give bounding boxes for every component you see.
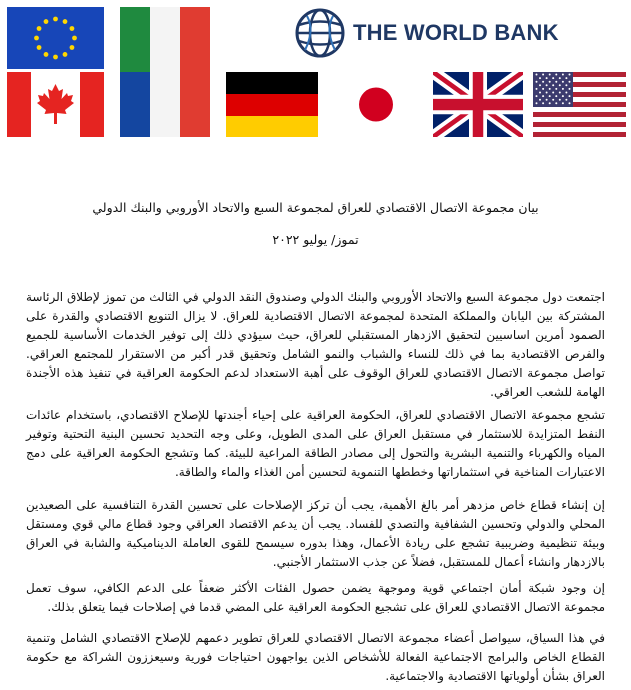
eu-star-icon: [70, 45, 75, 50]
us-star-icon: [569, 74, 571, 76]
us-star-icon: [565, 77, 567, 79]
usa-flag-graphic: [533, 72, 626, 137]
us-star-icon: [546, 92, 548, 94]
us-star-icon: [569, 81, 571, 83]
us-stripe: [533, 132, 626, 137]
us-star-icon: [555, 95, 557, 97]
us-star-icon: [549, 74, 551, 76]
eu-star-icon: [53, 55, 58, 60]
us-star-icon: [552, 92, 554, 94]
canada-flag-graphic: [7, 72, 104, 137]
world-bank-logo: [295, 7, 563, 59]
us-star-icon: [555, 102, 557, 104]
eu-star-icon: [37, 45, 42, 50]
us-star-icon: [555, 74, 557, 76]
document-date: تموز/ يوليو ٢٠٢٢: [272, 232, 359, 247]
eu-star-icon: [34, 36, 39, 41]
us-star-icon: [555, 88, 557, 90]
us-star-icon: [539, 77, 541, 79]
us-star-icon: [569, 95, 571, 97]
us-star-icon: [542, 81, 544, 83]
us-star-icon: [536, 88, 538, 90]
eu-star-icon: [70, 26, 75, 31]
us-star-icon: [536, 81, 538, 83]
paragraph-2: تشجع مجموعة الاتصال الاقتصادي للعراق، الحكومة العراقية على إحياء أجندتها للإصلاح الاقتصادي، باستخدام عائدات النفط المتزايدة للاستثمار في مستقبل العراق على المدى الطويل، وعلى وجه التحديد تحسين البنية التحتية وتوفير المياه والكهرباء والتنمية البشرية والتحول إلى مصادر الطاقة المراعية للبيئة. كما وتشجع الحكومة العراقية على دمج الاعتبارات المناخية في استثماراتها وخططها التنموية لتحسين أمن الغذاء والماء والطاقة.: [26, 408, 605, 479]
italy-flag: [120, 7, 210, 137]
us-star-icon: [549, 95, 551, 97]
us-stripe: [533, 122, 626, 127]
paragraph-3: إن إنشاء قطاع خاص مزدهر أمر بالغ الأهمية، يجب أن تركز الإصلاحات على تحسين القدرة التنافسية على الصعيدين المحلي والدولي وتحسين الشفافية والتصدي للفساد. يجب أن يدعم الاقتصاد العراقي وجود قطاع مالي قوي ومستقل وبيئة تنظيمية وضريبية تشجع على ريادة الأعمال، وهذا بدوره سيسمح للقوى العاملة الديناميكية والشابة في العراق بالازدهار وانشاء أعمال للمستقبل، فضلاً عن جذب الاستثمار الأجنبي.: [26, 498, 605, 569]
us-star-icon: [549, 88, 551, 90]
italy-flag-graphic: [120, 7, 210, 137]
us-star-icon: [569, 88, 571, 90]
us-star-icon: [542, 74, 544, 76]
us-star-icon: [539, 92, 541, 94]
us-star-icon: [559, 92, 561, 94]
us-star-icon: [552, 99, 554, 101]
eu-star-icon: [37, 26, 42, 31]
germany-flag: [226, 72, 318, 137]
usa-flag: [533, 72, 626, 137]
us-star-icon: [542, 95, 544, 97]
us-star-icon: [565, 84, 567, 86]
paragraph-5: في هذا السياق، سيواصل أعضاء مجموعة الاتصال الاقتصادي للعراق تطوير دعمهم للإصلاح الاقتصادي الشامل وتنمية القطاع الخاص والبرامج الاجتماعية الفعالة للأشخاص الذين يواجهون احتياجات فورية وسيعززون الشراكة مع حكومة العراق بشأن أولوياتها الاقتصادية والاجتماعية.: [26, 631, 605, 683]
japan-flag-graphic: [330, 72, 422, 137]
us-star-icon: [536, 74, 538, 76]
us-star-icon: [559, 84, 561, 86]
eu-star-icon: [63, 19, 68, 24]
us-star-icon: [552, 77, 554, 79]
document-title: بيان مجموعة الاتصال الاقتصادي للعراق لمجموعة السبع والاتحاد الأوروبي والبنك الدولي: [92, 200, 539, 215]
us-star-icon: [549, 81, 551, 83]
us-star-icon: [542, 102, 544, 104]
canada-flag: [7, 72, 104, 137]
eu-flag: [7, 7, 104, 69]
us-star-icon: [546, 84, 548, 86]
us-star-icon: [562, 95, 564, 97]
us-star-icon: [555, 81, 557, 83]
uk-flag: [433, 72, 523, 137]
eu-star-icon: [53, 17, 58, 22]
us-star-icon: [552, 84, 554, 86]
us-star-icon: [565, 99, 567, 101]
germany-flag-graphic: [226, 72, 318, 137]
us-star-icon: [559, 77, 561, 79]
us-stripe: [533, 112, 626, 117]
world-bank-globe-icon: [295, 8, 345, 58]
world-bank-logo-text: THE WORLD BANK: [353, 20, 559, 45]
us-star-icon: [546, 99, 548, 101]
us-star-icon: [565, 92, 567, 94]
eu-star-icon: [44, 52, 49, 57]
eu-star-icon: [44, 19, 49, 24]
paragraph-4: إن وجود شبكة أمان اجتماعي قوية وموجهة يضمن حصول الفئات الأكثر ضعفاً على الدعم الكافي، سوف تعمل مجموعة الاتصال الاقتصادي للعراق على تشجيع الحكومة العراقية على المضي قدما في إصلاحات فيما يتعلق بذلك.: [26, 581, 605, 614]
japan-flag: [330, 72, 422, 137]
us-star-icon: [569, 102, 571, 104]
us-star-icon: [562, 81, 564, 83]
us-star-icon: [539, 84, 541, 86]
us-star-icon: [546, 77, 548, 79]
eu-star-icon: [72, 36, 77, 41]
us-star-icon: [542, 88, 544, 90]
us-star-icon: [562, 74, 564, 76]
paragraph-1: اجتمعت دول مجموعة السبع والاتحاد الأوروبي والبنك الدولي وصندوق النقد الدولي في الثالث من تموز لإطلاق الرئاسة المشتركة بين اليابان والمملكة المتحدة لمجموعة الاتصال الاقتصادية للعراق. لا يزال التنويع الاقتصادي والقدرة على الصمود أمرين اساسيين لتحقيق الازدهار المستقبلي للعراق، حيث سيؤدي ذلك إلى توفير الخدمات الأساسية للجميع والفرص الاقتصادية بما في ذلك للنساء والشباب والنمو الشامل وتحقيق قدر أكبر من الاستقرار للمجتمع العراقي. تواصل مجموعة الاتصال الاقتصادي للعراق الوقوف على أهبة الاستعداد لدعم الحكومة العراقية في تنفيذ هذه الأجندة الهامة للشعب العراقي.: [26, 290, 605, 399]
us-star-icon: [536, 102, 538, 104]
us-star-icon: [549, 102, 551, 104]
eu-star-icon: [63, 52, 68, 57]
us-star-icon: [562, 102, 564, 104]
uk-flag-graphic: [433, 72, 523, 137]
us-star-icon: [539, 99, 541, 101]
us-star-icon: [559, 99, 561, 101]
us-star-icon: [536, 95, 538, 97]
eu-flag-graphic: [7, 7, 104, 69]
us-star-icon: [562, 88, 564, 90]
